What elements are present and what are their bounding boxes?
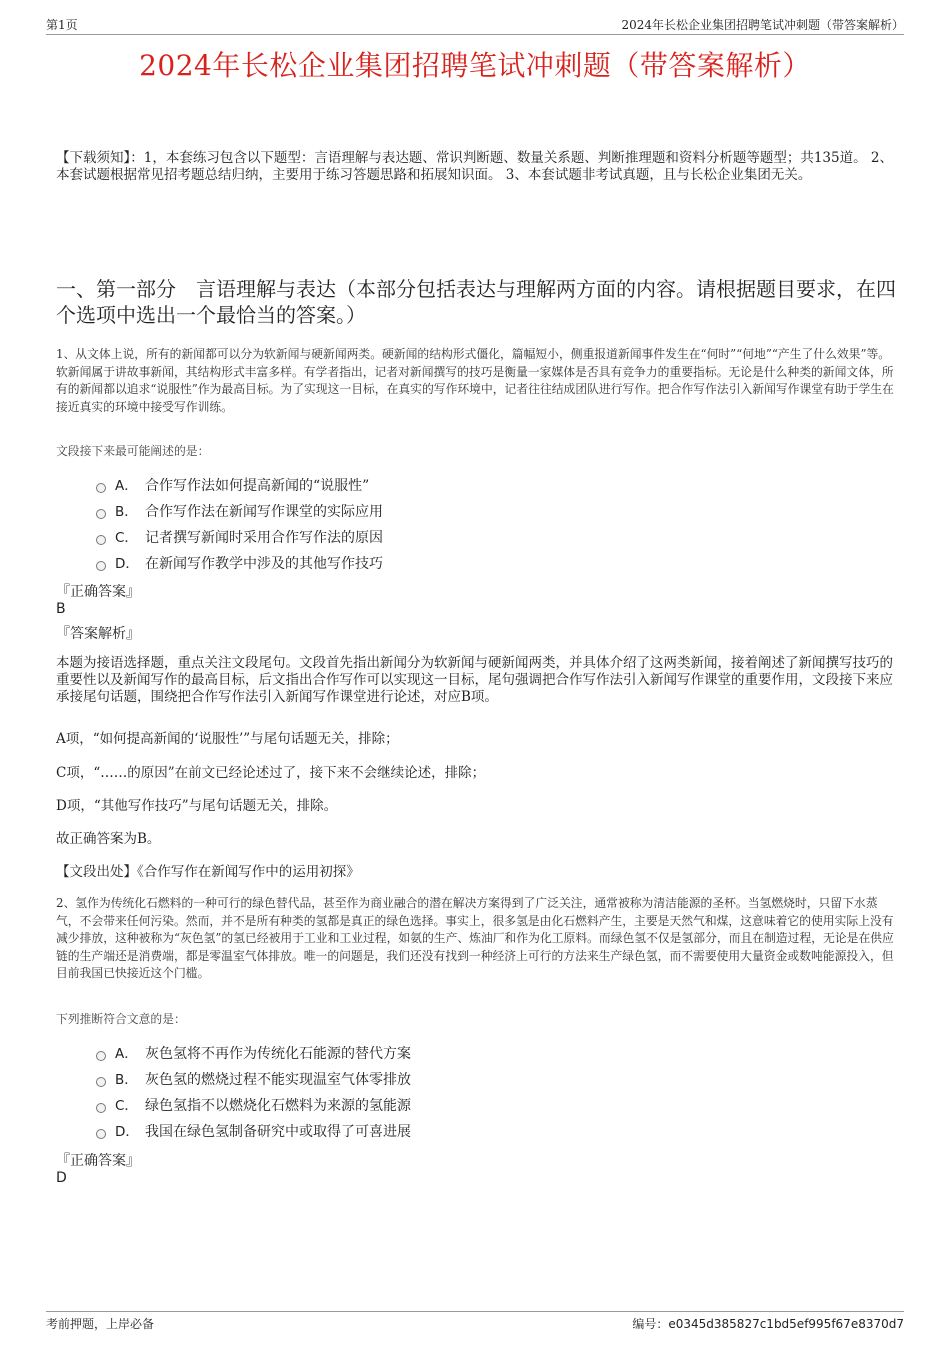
q1-source: 【文段出处】《合作写作在新闻写作中的运用初探》	[56, 864, 360, 880]
radio-icon[interactable]	[96, 535, 106, 545]
radio-icon[interactable]	[96, 509, 106, 519]
q1-answer-label: 『正确答案』	[56, 584, 140, 600]
q2-option-a[interactable]: A． 灰色氢将不再作为传统化石能源的替代方案	[96, 1041, 411, 1067]
page-header	[46, 14, 904, 35]
q1-line-c: C项，“……的原因”在前文已经论述过了，接下来不会继续论述，排除；	[56, 765, 486, 781]
q1-line-a: A项，“如何提高新闻的‘说服性’”与尾句话题无关，排除；	[56, 731, 399, 747]
q2-answer: D	[56, 1170, 67, 1186]
download-notice: 【下载须知】：1，本套练习包含以下题型：言语理解与表达题、常识判断题、数量关系题、判断推理题和资料分析题等题型；共135道。 2、本套试题根据常见招考题总结归纳，主要用于练习答题思路和拓展知识面。 3、本套试题非考试真题，且与长松企业集团无关。	[56, 150, 893, 183]
radio-icon[interactable]	[96, 483, 106, 493]
radio-icon[interactable]	[96, 561, 106, 571]
radio-icon[interactable]	[96, 1077, 106, 1087]
q2-option-c[interactable]: C． 绿色氢指不以燃烧化石燃料为来源的氢能源	[96, 1093, 411, 1119]
q2-options	[96, 1041, 411, 1145]
q1-option-a[interactable]: A． 合作写作法如何提高新闻的“说服性”	[96, 473, 383, 499]
q2-option-d[interactable]: D． 我国在绿色氢制备研究中或取得了可喜进展	[96, 1119, 411, 1145]
radio-icon[interactable]	[96, 1103, 106, 1113]
page-title: 2024年长松企业集团招聘笔试冲刺题（带答案解析）	[139, 49, 811, 82]
page-number: 第1页	[46, 18, 78, 32]
q1-option-d[interactable]: D． 在新闻写作教学中涉及的其他写作技巧	[96, 551, 383, 577]
q2-answer-label: 『正确答案』	[56, 1153, 140, 1169]
footer-code: 编号：e0345d385827c1bd5ef995f67e8370d7	[632, 1317, 904, 1331]
section-title: 一、第一部分 言语理解与表达（本部分包括表达与理解两方面的内容。请根据题目要求，在四个选项中选出一个最恰当的答案。）	[56, 277, 896, 327]
q1-answer: B	[56, 601, 66, 617]
q1-line-d: D项，“其他写作技巧”与尾句话题无关，排除。	[56, 798, 338, 814]
radio-icon[interactable]	[96, 1051, 106, 1061]
page-footer	[46, 1311, 904, 1332]
header-doc-title: 2024年长松企业集团招聘笔试冲刺题（带答案解析）	[621, 18, 904, 32]
q1-analysis: 本题为接语选择题，重点关注文段尾句。文段首先指出新闻分为软新闻与硬新闻两类，并具体介绍了这两类新闻，接着阐述了新闻撰写技巧的重要性以及新闻写作的最高目标，后文指出合作写作可以实现这一目标，尾句强调把合作写作法引入新闻写作课堂的重要作用，文段接下来应承接尾句话题，围绕把合作写作法引入新闻写作课堂进行论述，对应B项。	[56, 655, 893, 705]
q1-option-b[interactable]: B． 合作写作法在新闻写作课堂的实际应用	[96, 499, 383, 525]
q2-question: 下列推断符合文意的是：	[56, 1012, 186, 1026]
q1-conclusion: 故正确答案为B。	[56, 831, 161, 847]
q2-passage: 2、氢作为传统化石燃料的一种可行的绿色替代品，甚至作为商业融合的潜在解决方案得到了广泛关注，通常被称为清洁能源的圣杯。当氢燃烧时，只留下水蒸气，不会带来任何污染。然而，并不是所有种类的氢都是真正的绿色选择。事实上，很多氢是由化石燃料产生，主要是天然气和煤，这意味着它的使用实际上没有减少排放，这种被称为“灰色氢”的氢已经被用于工业和工业过程，如氨的生产、炼油厂和作为化工原料。而绿色氢不仅是氢部分，而且在制造过程，无论是在供应链的生产端还是消费端，都是零温室气体排放。唯一的问题是，我们还没有找到一种经济上可行的方法来生产绿色氢，而不需要使用大量资金或数吨能源投入，但目前我国已快接近这个门槛。	[56, 896, 894, 980]
q1-option-c[interactable]: C． 记者撰写新闻时采用合作写作法的原因	[96, 525, 383, 551]
q1-passage: 1、从文体上说，所有的新闻都可以分为软新闻与硬新闻两类。硬新闻的结构形式僵化，篇幅短小，侧重报道新闻事件发生在“何时”“何地”“产生了什么效果”等。软新闻属于讲故事新闻，其结构形式丰富多样。有学者指出，记者对新闻撰写的技巧是衡量一家媒体是否具有竞争力的重要指标。无论是什么种类的新闻文体，所有的新闻都以追求“说服性”作为最高目标。为了实现这一目标，在真实的写作环境中，记者往往结成团队进行写作。把合作写作法引入新闻写作课堂有助于学生在接近真实的环境中接受写作训练。	[56, 347, 894, 414]
q1-options	[96, 473, 383, 577]
radio-icon[interactable]	[96, 1129, 106, 1139]
footer-slogan: 考前押题，上岸必备	[46, 1317, 155, 1331]
q1-question: 文段接下来最可能阐述的是：	[56, 444, 210, 458]
q1-analysis-label: 『答案解析』	[56, 626, 140, 642]
q2-option-b[interactable]: B． 灰色氢的燃烧过程不能实现温室气体零排放	[96, 1067, 411, 1093]
